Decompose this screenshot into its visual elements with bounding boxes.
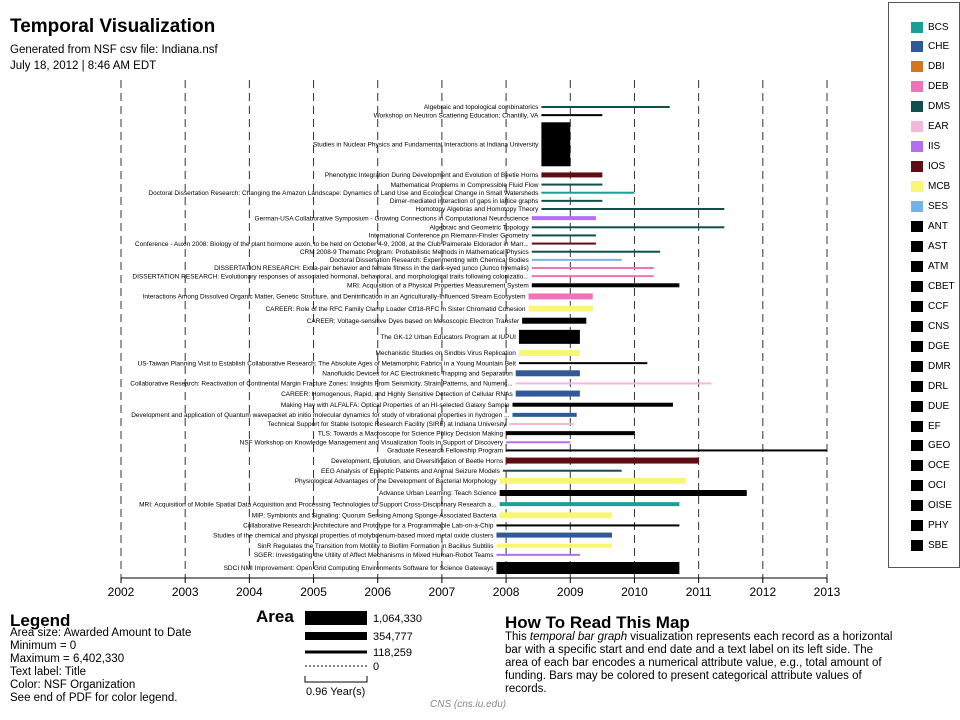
record-bar — [500, 502, 680, 506]
area-heading: Area — [256, 607, 294, 626]
record-label: CAREER: Homogenous, Rapid, and Highly Sensitive Detection of Cellular RNAs — [281, 390, 513, 398]
legend-label: DUE — [928, 400, 950, 412]
legend-item — [911, 500, 952, 512]
legend-item — [911, 300, 949, 312]
x-tick-label: 2006 — [364, 585, 392, 599]
legend-swatch — [911, 281, 923, 292]
how-to-text-em: temporal bar graph — [529, 631, 628, 643]
year-scale-label: 0.96 Year(s) — [306, 686, 366, 698]
record-bar — [516, 391, 580, 397]
record-bar — [500, 490, 747, 496]
how-to-heading: How To Read This Map — [505, 613, 690, 632]
legend-label: EF — [928, 420, 941, 432]
legend-swatch — [911, 41, 923, 52]
record-label: Graduate Research Fellowship Program — [387, 447, 504, 455]
record-label: German-USA Collaborative Symposium - Growing Connections in Computational Neuroscience — [254, 215, 529, 223]
legend-swatch — [911, 301, 923, 312]
area-scale-label: 354,777 — [373, 631, 413, 643]
legend-label: IOS — [928, 161, 946, 173]
record-bar — [541, 200, 602, 202]
legend-line: Color: NSF Organization — [10, 679, 136, 691]
record-bar — [519, 350, 580, 356]
legend-label: SES — [928, 201, 949, 213]
x-tick-label: 2004 — [236, 585, 263, 599]
legend-item — [911, 161, 945, 173]
record-label: MRI: Acquisition of a Physical Properties Measurement System — [347, 282, 529, 290]
record-bar — [506, 431, 634, 435]
legend-swatch — [911, 341, 923, 352]
legend-line: See end of PDF for color legend. — [10, 692, 178, 704]
record-bar — [509, 423, 573, 425]
record-label: DISSERTATION RESEARCH: Extra-pair behavior and female fitness in the dark-eyed junco (Junco hyemalis) — [214, 265, 529, 273]
legend-line: Minimum = 0 — [10, 640, 77, 652]
record-bar — [496, 533, 612, 538]
record-bar — [500, 512, 612, 518]
legend-item — [911, 400, 949, 412]
record-label: Mathematical Problems in Compressible Fluid Flow — [390, 181, 539, 189]
record-bar — [503, 470, 622, 472]
record-label: Nanofluidic Devices for AC Electrokinetic Trapping and Separation — [322, 370, 513, 378]
legend-item — [911, 240, 947, 252]
legend-label: MCB — [928, 181, 951, 193]
record-label: DISSERTATION RESEARCH: Evolutionary responses of associated hormonal, behavioral, and morphological traits following colonizatio... — [132, 273, 529, 281]
legend-item — [911, 320, 949, 332]
record-label: Making Hay with ALFALFA: Optical Properties of an HI-selected Galaxy Sample — [280, 401, 510, 409]
legend-swatch — [911, 22, 923, 33]
record-label: Studies of the chemical and physical properties of molybdenum-based mixed metal oxide clusters — [213, 532, 494, 540]
legend-line: Area size: Awarded Amount to Date — [10, 627, 192, 639]
legend-section — [10, 611, 192, 705]
legend-label: ANT — [928, 221, 948, 232]
legend-label: BCS — [928, 21, 949, 33]
record-bar — [529, 293, 593, 299]
legend-label: CHE — [928, 41, 950, 53]
legend-label: CBET — [928, 280, 955, 292]
legend-swatch — [911, 101, 923, 112]
legend-item — [911, 380, 948, 392]
record-label: Physiological Advantages of the Development of Bacterial Morphology — [294, 478, 497, 486]
legend-line: Text label: Title — [10, 666, 87, 678]
record-bar — [541, 106, 669, 108]
how-to-read — [505, 613, 895, 696]
record-label: Dimer-mediated interaction of gaps in lattice graphs — [389, 198, 539, 206]
record-label: Development and application of Quantum wavepacket ab initio molecular dynamics for study of vibrational properties in hydrogen ... — [131, 412, 510, 420]
record-label: Mechanistic Studies on Sindbis Virus Replication — [375, 350, 516, 358]
legend-swatch — [911, 540, 923, 551]
x-tick-label: 2007 — [428, 585, 456, 599]
legend-item — [911, 360, 951, 372]
generated-from: Generated from NSF csv file: Indiana.nsf — [10, 44, 218, 56]
record-label: Algebraic and topological combinatorics — [423, 104, 539, 112]
legend-label: OCI — [928, 480, 946, 492]
record-label: CAREER: Role of the RFC Family Clamp Loader Ctf18-RFC in Sister Chromatid Cohesion — [265, 305, 526, 313]
area-scale-label: 118,259 — [373, 647, 412, 659]
record-bar — [532, 234, 596, 236]
record-label: SinR Regulates the Transition from Motility to Biofilm Formation in Bacillus Subtilis — [257, 542, 494, 550]
record-label: CAREER: Voltage-sensitive Dyes based on Mesoscopic Electron Transfer — [306, 317, 520, 325]
record-label: Advance Urban Learning: Teach Science — [378, 490, 497, 498]
legend-item — [911, 480, 946, 492]
x-tick-label: 2003 — [171, 585, 199, 599]
x-tick-label: 2010 — [621, 585, 648, 599]
record-bar — [541, 172, 602, 177]
record-bar — [513, 403, 673, 407]
legend-label: DMR — [928, 360, 951, 372]
legend-item — [911, 21, 949, 33]
legend-heading: Legend — [10, 611, 71, 630]
legend-item — [911, 420, 941, 432]
legend-item — [911, 221, 948, 233]
record-label: Interactions Among Dissolved Organic Matter, Genetic Structure, and Denitrification in an Agriculturally-Influenced Stream Ecosystem — [142, 293, 526, 301]
record-label: Homotopy Algebras and Homotopy Theory — [415, 206, 539, 214]
record-bar — [532, 251, 660, 253]
record-label: Phenotypic Integration During Development and Evolution of Beetle Horns — [324, 172, 539, 180]
footer-credit: CNS (cns.iu.edu) — [430, 699, 507, 710]
area-scale-bar — [305, 632, 367, 640]
legend-label: AST — [928, 240, 948, 252]
record-bar — [500, 478, 686, 484]
legend-label: OISE — [928, 500, 952, 512]
legend-label: CCF — [928, 300, 949, 312]
legend-item — [911, 440, 950, 452]
record-bar — [541, 122, 570, 166]
legend-label: SBE — [928, 540, 949, 552]
record-label: Conference - Auxin 2008: Biology of the plant hormone auxin, to be held on October 4-9, 2008, at the Club Palmerale Eldorador in Marr... — [134, 240, 529, 248]
legend-label: CNS — [928, 320, 950, 332]
how-to-text — [505, 631, 895, 696]
record-label: International Conference on Riemann-Finsler Geometry — [368, 232, 529, 240]
record-label: Doctoral Dissertation Research: Experimenting with Chemical Bodies — [329, 257, 529, 265]
record-bar — [541, 114, 602, 116]
record-bar — [496, 554, 579, 556]
record-bar — [496, 544, 612, 548]
record-bar — [496, 524, 679, 526]
year-scale-bracket — [305, 676, 367, 682]
record-label: US-Taiwan Planning Visit to Establish Collaborative Research: The Absolute Ages of Metamorphic Fabrics in a Young Mountain Belt — [137, 360, 516, 368]
legend-swatch — [911, 401, 923, 412]
record-bar — [541, 208, 724, 210]
legend-swatch — [911, 460, 923, 471]
legend-label: PHY — [928, 520, 949, 532]
record-bar — [506, 458, 699, 464]
legend-label: DGE — [928, 340, 950, 352]
legend-label: ATM — [928, 260, 949, 272]
record-label: Workshop on Neutron Scattering Education; Chantilly, VA — [373, 112, 539, 120]
record-label: The GK-12 Urban Educators Program at IUPUI — [380, 334, 516, 342]
legend-item — [911, 540, 948, 552]
legend-item — [911, 141, 940, 153]
legend-swatch — [911, 381, 923, 392]
how-to-text-a: This — [505, 631, 530, 643]
legend-item — [911, 340, 950, 352]
legend-swatch — [911, 520, 923, 531]
area-scale-label: 1,064,330 — [373, 613, 422, 625]
legend-swatch — [911, 261, 923, 272]
color-legend — [888, 2, 960, 568]
legend-item — [911, 101, 950, 113]
legend-swatch — [911, 321, 923, 332]
record-label: CRM 2008-9 Thematic Program: Probabilistic Methods in Mathematical Physics — [299, 248, 529, 256]
record-label: Doctoral Dissertation Research: Changing the Amazon Landscape: Dynamics of Land Use and Ecological Change in Small Watersheds — [148, 189, 539, 197]
legend-label: EAR — [928, 121, 949, 133]
legend-swatch — [911, 141, 923, 152]
legend-item — [911, 280, 955, 292]
record-bar — [532, 216, 596, 220]
legend-label: OCE — [928, 460, 950, 472]
legend-swatch — [911, 221, 923, 232]
record-label: SGER: Investigating the Utility of Affect Mechanisms in Mixed Human-Robot Teams — [253, 552, 494, 560]
legend-item — [911, 61, 945, 73]
legend-swatch — [911, 161, 923, 172]
legend-item — [911, 260, 948, 272]
record-label: Collaborative Research: Architecture and Prototype for a Programmable Lab-on-a-Chip — [243, 522, 494, 530]
record-label: Algebraic and Geometric Topology — [429, 224, 529, 232]
x-tick-label: 2002 — [107, 585, 135, 599]
legend-item — [911, 81, 949, 93]
record-bar — [541, 192, 634, 194]
legend-label: DMS — [928, 101, 951, 113]
record-label: EEG Analysis of Epileptic Patients and Animal Seizure Models — [321, 467, 500, 475]
x-tick-label: 2005 — [300, 585, 327, 599]
record-label: TLS: Towards a Macroscope for Science Policy Decision Making — [317, 430, 504, 438]
legend-swatch — [911, 81, 923, 92]
record-bar — [519, 330, 580, 344]
record-label: Development, Evolution, and Diversification of Beetle Horns — [331, 457, 504, 465]
legend-line: Maximum = 6,402,330 — [10, 653, 125, 665]
legend-swatch — [911, 181, 923, 192]
record-label: NSF Workshop on Knowledge Management and Visualization Tools in Support of Discovery — [239, 439, 504, 447]
x-tick-label: 2011 — [685, 585, 712, 599]
area-scale-bar — [305, 611, 367, 625]
record-label: Collaborative Research: Reactivation of Continental Margin Fracture Zones: Insights From Seismicity, Strain Patterns, and Numeric... — [130, 380, 513, 388]
record-bar — [519, 362, 647, 364]
record-bar — [532, 243, 596, 245]
record-label: Technical Support for Stable Isotopic Research Facility (SIRF) at Indiana University — [267, 421, 507, 429]
area-scale-bar — [305, 651, 367, 654]
legend-label: GEO — [928, 440, 951, 452]
how-to-text-b: visualization represents each record as a horizontal bar with a specific start and end date and a text label on its left side. The area of each bar encodes a numerical attribute value, e.g., total amount of funding. Bars may be colored to present categorical attribute values of records. — [505, 631, 893, 695]
record-label: SDCI NMI Improvement: Open Grid Computing Environments Software for Science Gateways — [223, 565, 494, 573]
record-label: MRI: Acquisition of Mobile Spatial Data Acquisition and Processing Technologies to Support Cross-Disciplinary Research a... — [139, 501, 497, 509]
record-bar — [516, 382, 712, 384]
record-label: Studies in Nuclear Physics and Fundamental Interactions at Indiana University — [312, 141, 539, 149]
record-bar — [516, 370, 580, 376]
legend-swatch — [911, 480, 923, 491]
legend-swatch — [911, 440, 923, 451]
record-bar — [506, 449, 827, 451]
legend-swatch — [911, 241, 923, 252]
record-bar — [496, 562, 679, 574]
record-bar — [532, 283, 680, 287]
record-label: MIP: Symbionts and Signaling: Quorum Sensing Among Sponge-Associated Bacteria — [251, 512, 497, 520]
legend-label: IIS — [928, 141, 941, 153]
record-bar — [513, 413, 577, 417]
legend-item — [911, 460, 950, 472]
record-bar — [506, 441, 570, 443]
legend-item — [911, 201, 948, 213]
legend-item — [911, 41, 949, 53]
legend-item — [911, 181, 950, 193]
area-scale-label: 0 — [373, 661, 380, 673]
generated-date: July 18, 2012 | 8:46 AM EDT — [10, 60, 157, 72]
legend-item — [911, 520, 949, 532]
x-tick-label: 2012 — [749, 585, 777, 599]
record-bar — [532, 259, 622, 261]
record-bar — [532, 267, 654, 269]
x-tick-label: 2009 — [556, 585, 584, 599]
x-tick-label: 2013 — [813, 585, 841, 599]
record-bar — [532, 226, 725, 228]
record-bar — [529, 306, 593, 312]
record-bar — [522, 318, 586, 324]
legend-swatch — [911, 61, 923, 72]
legend-swatch — [911, 121, 923, 132]
legend-label: DEB — [928, 81, 949, 93]
record-bar — [541, 184, 602, 186]
record-bar — [532, 275, 654, 277]
legend-label: DRL — [928, 380, 949, 392]
legend-swatch — [911, 201, 923, 212]
legend-swatch — [911, 421, 923, 432]
legend-swatch — [911, 361, 923, 372]
legend-swatch — [911, 500, 923, 511]
x-tick-label: 2008 — [492, 585, 520, 599]
legend-label: DBI — [928, 61, 945, 73]
page-title: Temporal Visualization — [10, 16, 216, 37]
legend-item — [911, 121, 949, 133]
